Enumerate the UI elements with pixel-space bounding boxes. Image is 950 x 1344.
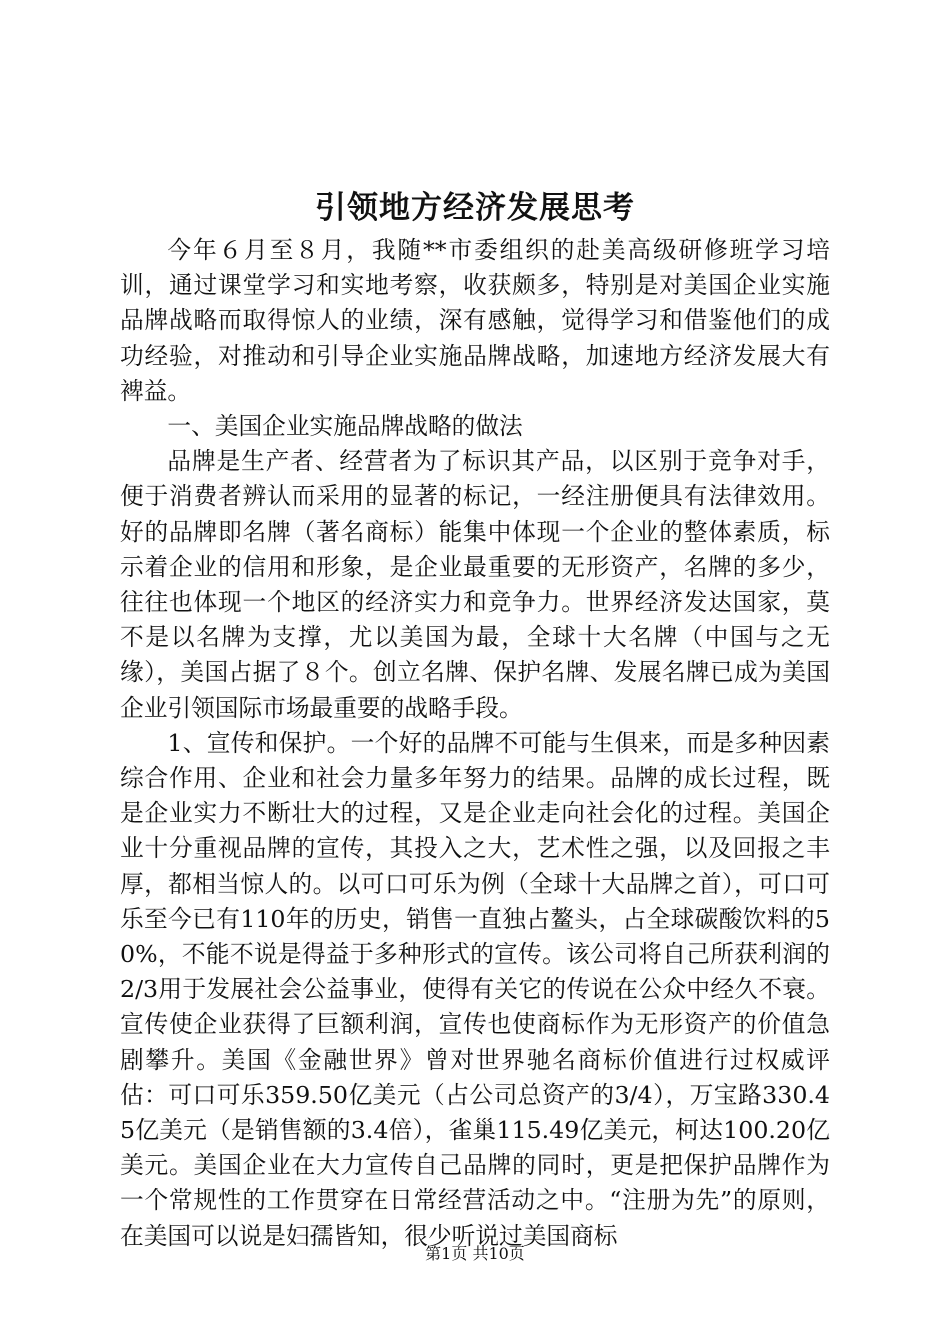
section-heading: 一、美国企业实施品牌战略的做法 [167, 412, 523, 441]
document-title: 引领地方经济发展思考 [315, 190, 635, 226]
page-number-footer: 第1页 共10页 [425, 1244, 525, 1263]
document-body [120, 233, 830, 1254]
paragraph-intro: 今年６月至８月，我随**市委组织的赴美高级研修班学习培训，通过课堂学习和实地考察，收获颇多，特别是对美国企业实施品牌战略而取得惊人的业绩，深有感触，觉得学习和借鉴他们的成功经验，对推动和引导企业实施品牌战略，加速地方经济发展大有裨益。 [120, 236, 830, 405]
paragraph-promotion-protection: 1、宣传和保护。一个好的品牌不可能与生俱来，而是多种因素综合作用、企业和社会力量多年努力的结果。品牌的成长过程，既是企业实力不断壮大的过程，又是企业走向社会化的过程。美国企业十分重视品牌的宣传，其投入之大，艺术性之强，以及回报之丰厚，都相当惊人的。以可口可乐为例（全球十大品牌之首），可口可乐至今已有110年的历史，销售一直独占鳌头，占全球碳酸饮料的50%，不能不说是得益于多种形式的宣传。该公司将自己所获利润的2/3用于发展社会公益事业，使得有关它的传说在公众中经久不衰。宣传使企业获得了巨额利润，宣传也使商标作为无形资产的价值急剧攀升。美国《金融世界》曾对世界驰名商标价值进行过权威评估：可口可乐359.50亿美元（占公司总资产的3/4），万宝路330.45亿美元（是销售额的3.4倍），雀巢115.49亿美元，柯达100.20亿美元。美国企业在大力宣传自己品牌的同时，更是把保护品牌作为一个常规性的工作贯穿在日常经营活动之中。“注册为先”的原则，在美国可以说是妇孺皆知，很少听说过美国商标 [120, 728, 830, 1250]
paragraph-brand-definition: 品牌是生产者、经营者为了标识其产品，以区别于竞争对手，便于消费者辨认而采用的显著的标记，一经注册便具有法律效用。好的品牌即名牌（著名商标）能集中体现一个企业的整体素质，标示着企业的信用和形象，是企业最重要的无形资产，名牌的多少，往往也体现一个地区的经济实力和竞争力。世界经济发达国家，莫不是以名牌为支撑，尤以美国为最，全球十大名牌（中国与之无缘），美国占据了８个。创立名牌、保护名牌、发展名牌已成为美国企业引领国际市场最重要的战略手段。 [120, 447, 830, 722]
